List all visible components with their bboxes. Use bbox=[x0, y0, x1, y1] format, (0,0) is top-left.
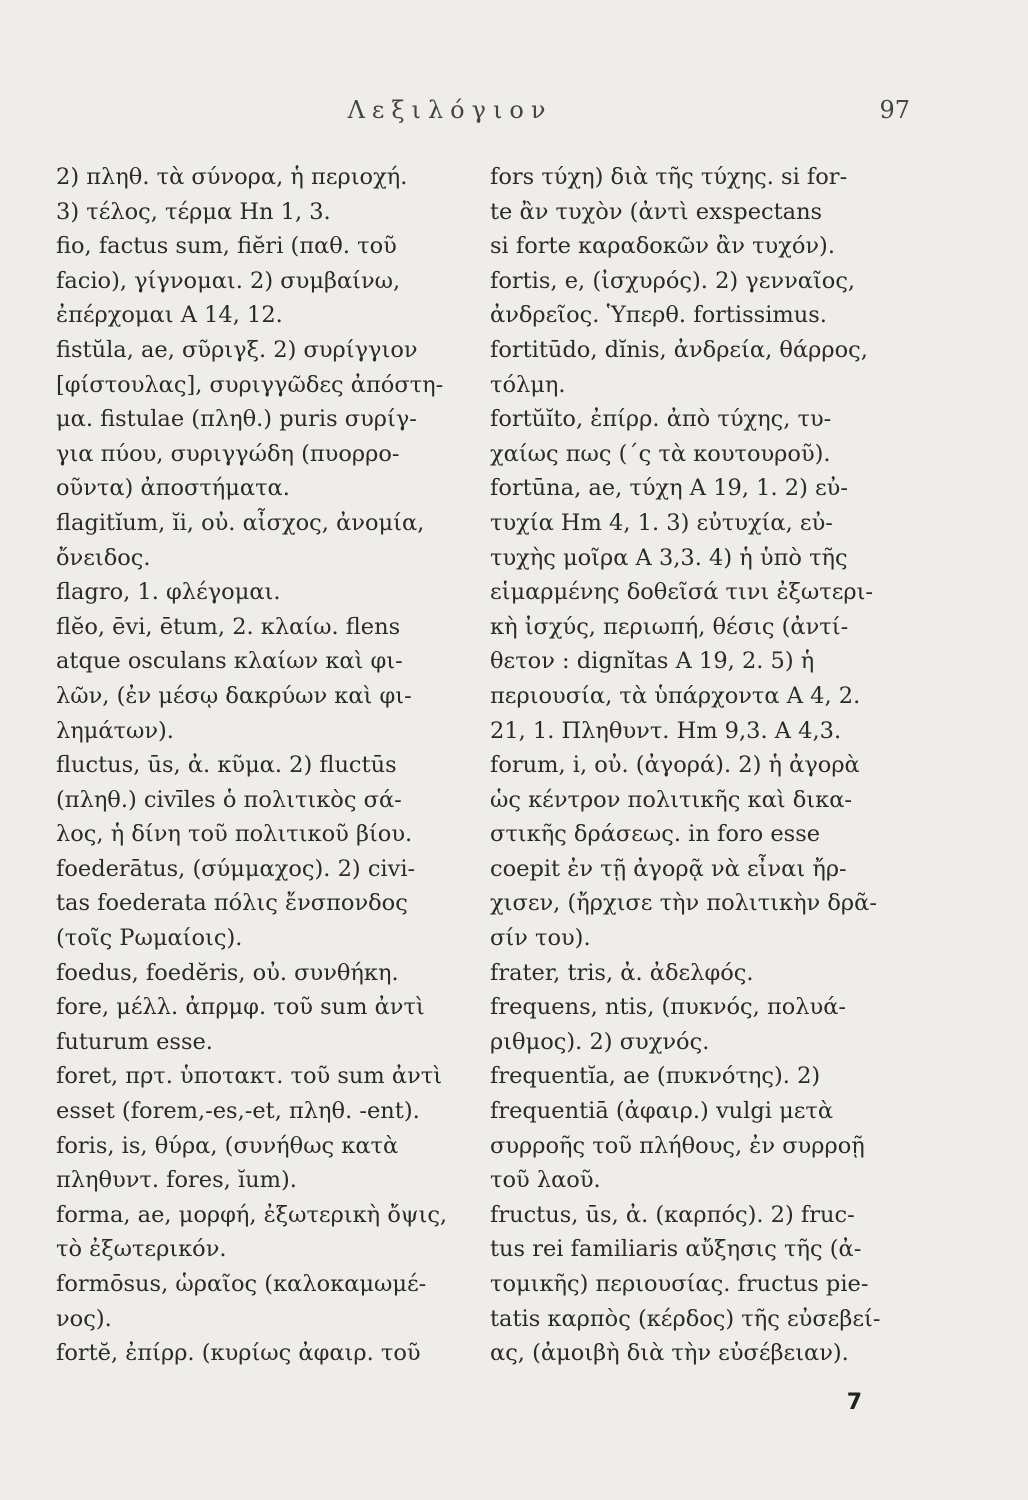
entry-line: μα. fistulae (πληθ.) puris συρίγ- bbox=[56, 406, 417, 433]
entry-line: περιουσία, τὰ ὑπάρχοντα A 4, 2. bbox=[490, 682, 861, 709]
entry-line: fore, μέλλ. ἀπρμφ. τοῦ sum ἀντὶ bbox=[56, 994, 425, 1021]
entry-line: tus rei familiaris αὔξησις τῆς (ἀ- bbox=[490, 1236, 862, 1263]
entry-line: fluctus, ūs, ἀ. κῦμα. 2) fluctūs bbox=[56, 752, 397, 779]
entry-line: flĕo, ēvi, ētum, 2. κλαίω. flens bbox=[56, 613, 401, 640]
entry-line: atque osculans κλαίων καὶ φι- bbox=[56, 648, 403, 675]
entry-line: futurum esse. bbox=[56, 1028, 213, 1055]
entry-line: fortitūdo, dĭnis, ἀνδρεία, θάρρος, bbox=[490, 336, 868, 363]
entry-line: coepit ἐν τῇ ἀγορᾷ νὰ εἶναι ἤρ- bbox=[490, 855, 847, 882]
signature-mark: 7 bbox=[846, 1390, 862, 1415]
entry-line: τυχία Hm 4, 1. 3) εὐτυχία, εὐ- bbox=[490, 509, 833, 536]
entry-line: fortŭĭto, ἐπίρρ. ἀπὸ τύχης, τυ- bbox=[490, 406, 832, 433]
left-column bbox=[56, 160, 476, 1371]
entry-line: τοῦ λαοῦ. bbox=[490, 1167, 601, 1194]
entry-line: foret, πρτ. ὑποτακτ. τοῦ sum ἀντὶ bbox=[56, 1063, 443, 1090]
entry-line: ἐπέρχομαι A 14, 12. bbox=[56, 302, 283, 329]
entry-line: frater, tris, ἀ. ἀδελφός. bbox=[490, 959, 754, 986]
entry-line: forma, ae, μορφή, ἐξωτερικὴ ὄψις, bbox=[56, 1201, 448, 1228]
entry-line: τομικῆς) περιουσίας. fructus pie- bbox=[490, 1271, 869, 1297]
entry-line: θετον : dignĭtas A 19, 2. 5) ἡ bbox=[490, 648, 815, 675]
entry-line: 3) τέλος, τέρμα Hn 1, 3. bbox=[56, 198, 331, 225]
entry-line: formōsus, ὡραῖος (καλοκαμωμέ- bbox=[56, 1271, 427, 1297]
entry-line: fortis, e, (ἰσχυρός). 2) γενναῖος, bbox=[490, 267, 856, 294]
entry-line: foedus, foedĕris, οὐ. συνθήκη. bbox=[56, 959, 399, 986]
entry-line: για πύου, συριγγώδη (πυορρο- bbox=[56, 440, 400, 467]
entry-line: si forte καραδοκῶν ἂν τυχόν). bbox=[490, 233, 835, 260]
entry-line: λημάτων). bbox=[56, 717, 174, 744]
entry-line: οῦντα) ἀποστήματα. bbox=[56, 475, 290, 502]
right-column bbox=[490, 160, 920, 1371]
entry-line: frequens, ntis, (πυκνός, πολυά- bbox=[490, 994, 847, 1021]
entry-line: τὸ ἐξωτερικόν. bbox=[56, 1236, 227, 1263]
entry-line: ἀνδρεῖος. Ὑπερθ. fortissimus. bbox=[490, 302, 827, 329]
entry-line: fructus, ūs, ἀ. (καρπός). 2) fruc- bbox=[490, 1201, 855, 1228]
entry-line: foris, is, θύρα, (συνήθως κατὰ bbox=[56, 1132, 399, 1159]
entry-line: ας, (ἀμοιβὴ διὰ τὴν εὐσέβειαν). bbox=[490, 1340, 849, 1367]
entry-line: 2) πληθ. τὰ σύνορα, ἡ περιοχή. bbox=[56, 164, 408, 190]
entry-line: esset (forem,-es,-et, πληθ. -ent). bbox=[56, 1098, 420, 1125]
entry-line: συρροῆς τοῦ πλήθους, ἐν συρροῇ bbox=[490, 1132, 865, 1159]
entry-line: κὴ ἰσχύς, περιωπή, θέσις (ἀντί- bbox=[490, 613, 849, 640]
entry-line: fors τύχη) διὰ τῆς τύχης. si for- bbox=[490, 164, 848, 190]
entry-line: εἱμαρμένης δοθεῖσά τινι ἐξωτερι- bbox=[490, 579, 874, 606]
entry-line: ὡς κέντρον πολιτικῆς καὶ δικα- bbox=[490, 786, 852, 813]
entry-line: σίν του). bbox=[490, 925, 591, 952]
entry-line: τόλμη. bbox=[490, 371, 566, 398]
entry-line: fio, factus sum, fiĕri (παθ. τοῦ bbox=[56, 233, 397, 260]
page-header-title: Λεξιλόγιον bbox=[347, 96, 553, 124]
entry-line: fortūna, ae, τύχη A 19, 1. 2) εὐ- bbox=[490, 475, 848, 502]
entry-line: tatis καρπὸς (κέρδος) τῆς εὐσεβεί- bbox=[490, 1305, 881, 1332]
entry-line: foederātus, (σύμμαχος). 2) civi- bbox=[56, 855, 416, 882]
entry-line: frequentiā (ἀφαιρ.) vulgi μετὰ bbox=[490, 1098, 834, 1125]
entry-line: frequentĭa, ae (πυκνότης). 2) bbox=[490, 1063, 821, 1090]
entry-line: νος). bbox=[56, 1305, 112, 1332]
entry-line: (τοῖς Ρωμαίοις). bbox=[56, 925, 243, 952]
entry-line: ὄνειδος. bbox=[56, 544, 151, 571]
page-number: 97 bbox=[879, 96, 910, 124]
entry-line: [φίστουλας], συριγγῶδες ἀπόστη- bbox=[56, 371, 444, 398]
entry-line: πληθυντ. fores, ĭum). bbox=[56, 1167, 297, 1194]
entry-line: ριθμος). 2) συχνός. bbox=[490, 1028, 710, 1055]
entry-line: στικῆς δράσεως. in foro esse bbox=[490, 821, 821, 848]
entry-line: fistŭla, ae, σῦριγξ. 2) συρίγγιον bbox=[56, 336, 418, 363]
entry-line: fortĕ, ἐπίρρ. (κυρίως ἀφαιρ. τοῦ bbox=[56, 1340, 421, 1367]
entry-line: (πληθ.) civīles ὁ πολιτικὸς σά- bbox=[56, 786, 402, 813]
entry-line: λος, ἡ δίνη τοῦ πολιτικοῦ βίου. bbox=[56, 821, 413, 848]
entry-line: tas foederata πόλις ἔνσπονδος bbox=[56, 890, 408, 917]
entry-line: χισεν, (ἤρχισε τὴν πολιτικὴν δρᾶ- bbox=[490, 890, 877, 917]
entry-line: te ἂν τυχὸν (ἀντὶ exspectans bbox=[490, 198, 823, 225]
entry-line: facio), γίγνομαι. 2) συμβαίνω, bbox=[56, 267, 401, 294]
entry-line: forum, i, οὐ. (ἀγορά). 2) ἡ ἀγορὰ bbox=[490, 752, 860, 779]
entry-line: λῶν, (ἐν μέσῳ δακρύων καὶ φι- bbox=[56, 682, 412, 709]
entry-line: 21, 1. Πληθυντ. Hm 9,3. A 4,3. bbox=[490, 717, 842, 744]
entry-line: flagitĭum, ĭi, οὐ. αἶσχος, ἀνομία, bbox=[56, 509, 425, 536]
entry-line: χαίως πως (΄ς τὰ κουτουροῦ). bbox=[490, 440, 831, 467]
entry-line: τυχὴς μοῖρα A 3,3. 4) ἡ ὑπὸ τῆς bbox=[490, 544, 848, 571]
entry-line: flagro, 1. φλέγομαι. bbox=[56, 579, 281, 606]
